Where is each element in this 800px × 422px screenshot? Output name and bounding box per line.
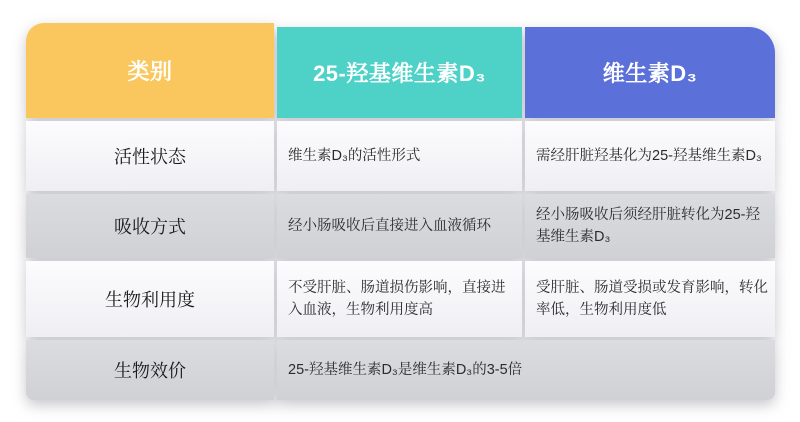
value-cell-activity-25ohd3: 维生素D₃的活性形式 (277, 121, 522, 191)
category-cell-biological-potency: 生物效价 (26, 340, 274, 400)
category-cell-activity-status: 活性状态 (26, 121, 274, 191)
value-cell-absorption-d3: 经小肠吸收后须经肝脏转化为25-羟基维生素D₃ (525, 194, 775, 258)
value-cell-bioavailability-d3: 受肝脏、肠道受损或发育影响，转化率低，生物利用度低 (525, 261, 775, 337)
value-cell-absorption-25ohd3: 经小肠吸收后直接进入血液循环 (277, 194, 522, 258)
value-cell-bioavailability-25ohd3: 不受肝脏、肠道损伤影响，直接进入血液，生物利用度高 (277, 261, 522, 337)
comparison-table-card (26, 23, 775, 400)
category-cell-absorption-method: 吸收方式 (26, 194, 274, 258)
header-cell-25-hydroxy-vitamin-d3: 25-羟基维生素D₃ (277, 27, 522, 118)
header-cell-vitamin-d3: 维生素D₃ (525, 27, 775, 118)
comparison-table (26, 23, 775, 400)
category-cell-bioavailability: 生物利用度 (26, 261, 274, 337)
value-cell-biological-potency-merged: 25-羟基维生素D₃是维生素D₃的3-5倍 (277, 340, 775, 400)
value-cell-activity-d3: 需经肝脏羟基化为25-羟基维生素D₃ (525, 121, 775, 191)
header-cell-category: 类别 (26, 23, 274, 118)
